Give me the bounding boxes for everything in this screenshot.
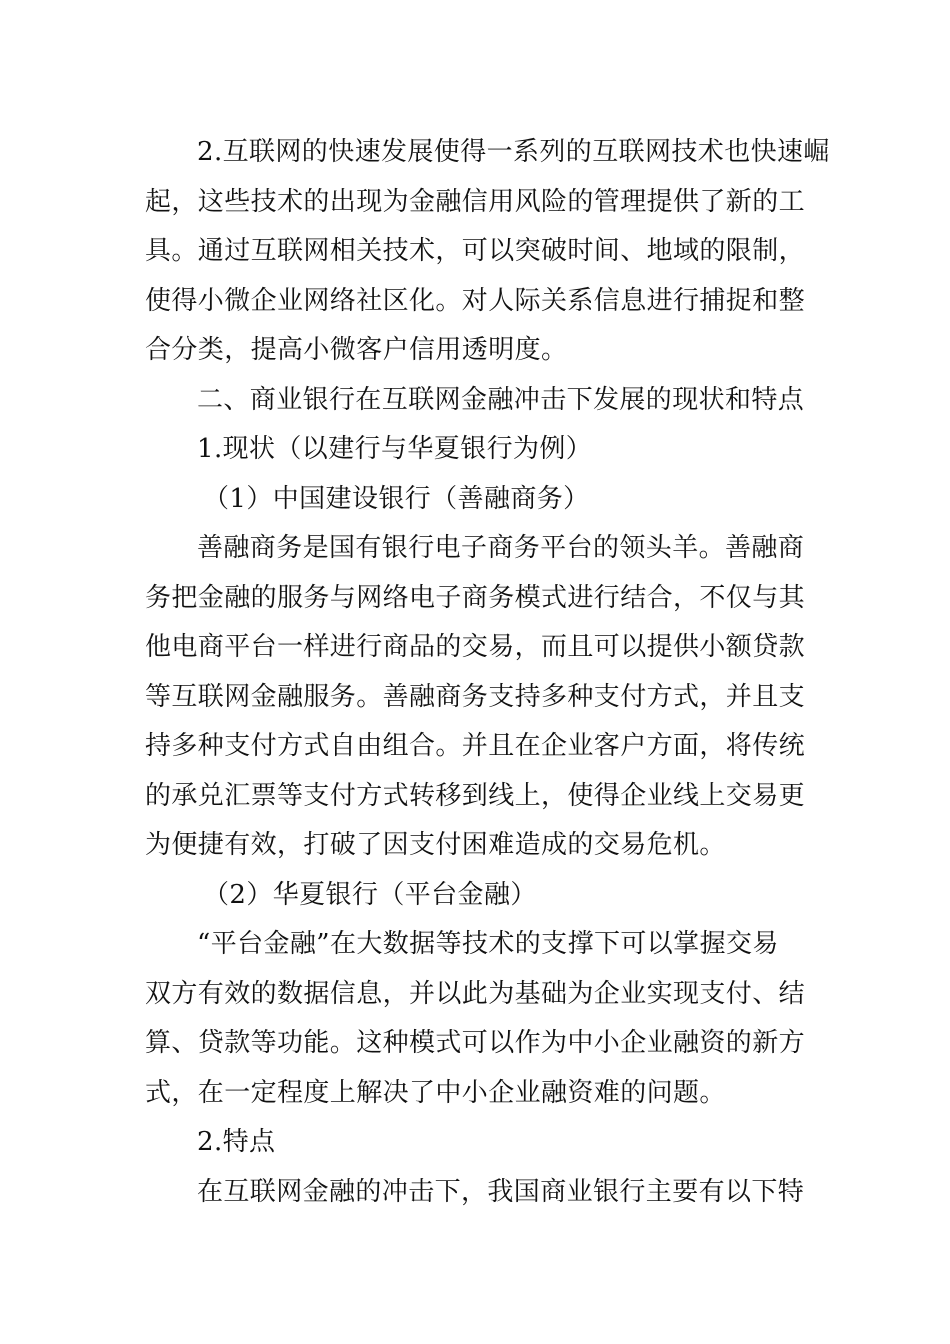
section-heading: 二、商业银行在互联网金融冲击下发展的现状和特点 xyxy=(197,384,805,415)
features-paragraph-line: 在互联网金融的冲击下，我国商业银行主要有以下特 xyxy=(197,1176,805,1207)
hxb-paragraph-line: 双方有效的数据信息，并以此为基础为企业实现支付、结 xyxy=(145,978,806,1009)
ccb-paragraph-line: 的承兑汇票等支付方式转移到线上，使得企业线上交易更 xyxy=(145,780,806,811)
hxb-paragraph-line: 算、贷款等功能。这种模式可以作为中小企业融资的新方 xyxy=(145,1028,806,1058)
ccb-paragraph-line: 等互联网金融服务。善融商务支持多种支付方式，并且支 xyxy=(145,681,806,712)
ccb-paragraph-line: 为便捷有效，打破了因支付困难造成的交易危机。 xyxy=(145,830,726,860)
ccb-paragraph-line: 他电商平台一样进行商品的交易，而且可以提供小额贷款 xyxy=(145,632,806,662)
document-body xyxy=(145,128,830,1217)
item-heading-hxb: （2）华夏银行（平台金融） xyxy=(203,879,537,910)
ccb-paragraph-line: 善融商务是国有银行电子商务平台的领头羊。善融商 xyxy=(197,533,805,563)
paragraph-2-line: 合分类，提高小微客户信用透明度。 xyxy=(145,335,568,365)
hxb-paragraph-line: 式，在一定程度上解决了中小企业融资难的问题。 xyxy=(145,1077,726,1108)
paragraph-2-line: 起，这些技术的出现为金融信用风险的管理提供了新的工 xyxy=(145,186,806,217)
subsection-heading-status: 1.现状（以建行与华夏银行为例） xyxy=(197,434,593,464)
item-heading-ccb: （1）中国建设银行（善融商务） xyxy=(203,483,590,514)
ccb-paragraph-line: 务把金融的服务与网络电子商务模式进行结合，不仅与其 xyxy=(145,582,806,613)
paragraph-2-line: 具。通过互联网相关技术，可以突破时间、地域的限制， xyxy=(145,236,806,266)
paragraph-2-opening-line: 2.互联网的快速发展使得一系列的互联网技术也快速崛 xyxy=(197,137,830,167)
ccb-paragraph-line: 持多种支付方式自由组合。并且在企业客户方面，将传统 xyxy=(145,731,806,761)
paragraph-2-line: 使得小微企业网络社区化。对人际关系信息进行捕捉和整 xyxy=(145,285,806,316)
hxb-paragraph-line: “平台金融”在大数据等技术的支撑下可以掌握交易 xyxy=(197,929,779,959)
subsection-heading-features: 2.特点 xyxy=(197,1127,276,1157)
